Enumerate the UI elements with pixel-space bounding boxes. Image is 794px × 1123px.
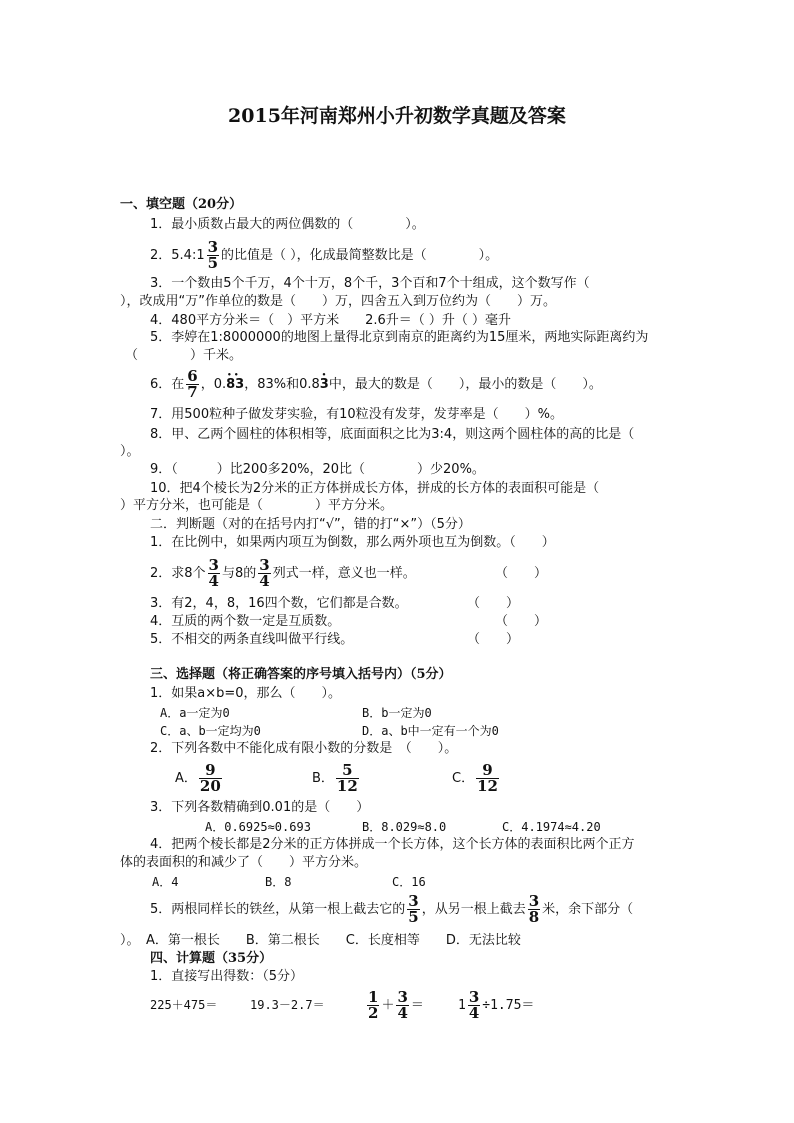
- question-1-2: [150, 240, 498, 271]
- expr-4: [458, 986, 534, 1026]
- q-text: ÷1.75＝: [482, 998, 535, 1013]
- fraction: $\frac{3}{5}$: [207, 238, 219, 272]
- option-3-4-b: B．8: [265, 875, 292, 889]
- q-text: 列式一样，意义也一样。: [272, 566, 416, 581]
- repeating-digits: • • 83: [226, 366, 244, 404]
- q-text: B．: [312, 771, 334, 786]
- question-3-3: 3．下列各数精确到0.01的是（ ）: [150, 800, 370, 815]
- fraction: $\frac{3}{4}$: [208, 556, 219, 590]
- question-1-3b: ），改成用“万”作单位的数是（ ）万，四舍五入到万位约为（ ）万。: [120, 294, 556, 309]
- q-text: ，从另一根上截去: [421, 902, 526, 917]
- fraction: $\frac{6}{7}$: [187, 367, 198, 401]
- question-1-10a: 10．把4个棱长为2分米的正方体拼成长方体，拼成的长方体的表面积可能是（: [150, 481, 600, 496]
- q-text: 与8的: [221, 566, 257, 581]
- question-2-5: 5．不相交的两条直线叫做平行线。: [150, 632, 354, 647]
- option-3-3-a: A．0.6925≈0.693: [205, 820, 311, 834]
- section-calc-heading: 四、计算题（35分）: [150, 951, 273, 966]
- fraction: $\frac{3}{5}$: [408, 892, 419, 926]
- question-1-9: 9．（ ）比200多20%，20比（ ）少20%。: [150, 462, 485, 477]
- q-text: 的比值是（ ），化成最简整数比是（ ）。: [221, 248, 499, 263]
- question-1-10b: ）平方分米，也可能是（ ）平方分米。: [120, 498, 394, 513]
- op: ＋: [381, 998, 395, 1013]
- fraction: $\frac{3}{4}$: [397, 988, 408, 1022]
- q-text: 2．5.4:1: [150, 248, 205, 263]
- question-1-1: 1．最小质数占最大的两位偶数的（ ）。: [150, 217, 425, 232]
- q-text: C．: [452, 771, 475, 786]
- q-text: 中，最大的数是（ ），最小的数是（ ）。: [328, 377, 602, 392]
- answer-paren: （ ）: [467, 632, 520, 647]
- question-4-1: 1．直接写出得数：（5分）: [150, 969, 304, 984]
- question-3-5a: [150, 890, 633, 930]
- question-1-8b: ）。: [120, 444, 140, 459]
- option-3-2-c: [452, 760, 501, 798]
- answer-paren: （ ）: [467, 596, 520, 611]
- repeating-digit: • 3: [320, 366, 329, 404]
- q-text: 米，余下部分（: [542, 902, 634, 917]
- option-3-1-c: C．a、b一定均为0: [160, 724, 261, 738]
- option-3-2-a: [175, 760, 224, 798]
- fraction: $\frac{1}{2}$: [368, 988, 379, 1022]
- option-3-4-a: A．4: [152, 875, 179, 889]
- q-text: 6．在: [150, 377, 185, 392]
- fraction: $\frac{3}{4}$: [468, 988, 480, 1022]
- q-text: A．: [175, 771, 197, 786]
- question-2-1: 1．在比例中，如果两内项互为倒数，那么两外项也互为倒数。（ ）: [150, 535, 555, 550]
- question-2-4: 4．互质的两个数一定是互质数。: [150, 614, 341, 629]
- question-1-5b: （ ）千米。: [125, 348, 243, 363]
- question-2-3: 3．有2，4，8，16四个数，它们都是合数。: [150, 596, 408, 611]
- question-3-4b: 体的表面积的和减少了（ ）平方分米。: [120, 855, 368, 870]
- option-3-1-a: A．a一定为0: [160, 706, 230, 720]
- expr-2: 19.3－2.7＝: [250, 998, 325, 1012]
- q-text: 1: [458, 998, 466, 1013]
- question-1-3a: 3．一个数由5个千万，4个十万，8个千，3个百和7个十组成，这个数写作（: [150, 276, 590, 291]
- op: ＝: [410, 998, 424, 1013]
- answer-paren: （ ）: [495, 566, 548, 581]
- fraction: $\frac{3}{8}$: [528, 892, 540, 926]
- question-1-5a: 5．李婷在1:8000000的地图上量得北京到南京的距离约为15厘米，两地实际距离约为: [150, 330, 649, 345]
- option-3-4-c: C．16: [392, 875, 426, 889]
- section-judge-heading: 二．判断题（对的在括号内打“√”，错的打“×”）（5分）: [150, 517, 471, 532]
- q-text: 2．求8个: [150, 566, 206, 581]
- page-title: 2015年河南郑州小升初数学真题及答案: [228, 105, 566, 127]
- section-fill-blank-heading: 一、填空题（20分）: [120, 197, 243, 212]
- fraction: $\frac{5}{12}$: [336, 761, 358, 795]
- fraction: $\frac{3}{4}$: [259, 556, 270, 590]
- question-2-2: [150, 555, 416, 593]
- q-text: ，0.: [200, 377, 227, 392]
- question-3-2: 2．下列各数中不能化成有限小数的分数是 （ ）。: [150, 741, 458, 756]
- q-text: 5．两根同样长的铁丝，从第一根上截去它的: [150, 902, 406, 917]
- q-text: ，83%和0.8: [244, 377, 320, 392]
- option-3-3-c: C．4.1974≈4.20: [502, 820, 601, 834]
- fraction: $\frac{9}{12}$: [477, 761, 498, 795]
- option-3-1-b: B．b一定为0: [362, 706, 432, 720]
- question-1-6: [150, 366, 602, 404]
- expr-3: [365, 986, 424, 1026]
- question-3-1: 1．如果a×b=0，那么（ ）。: [150, 686, 342, 701]
- question-3-4a: 4．把两个棱长都是2分米的正方体拼成一个长方体，这个长方体的表面积比两个正方: [150, 837, 635, 852]
- question-1-8a: 8．甲、乙两个圆柱的体积相等，底面面积之比为3:4，则这两个圆柱体的高的比是（: [150, 427, 635, 442]
- question-1-4: 4．480平方分米＝（ ）平方米 2.6升＝（ ）升（ ）毫升: [150, 313, 512, 328]
- option-3-3-b: B．8.029≈8.0: [362, 820, 447, 834]
- question-3-5b: ）。 A．第一根长 B．第二根长 C．长度相等 D．无法比较: [120, 933, 521, 948]
- option-3-1-d: D．a、b中一定有一个为0: [362, 724, 499, 738]
- answer-paren: （ ）: [495, 614, 548, 629]
- fraction: $\frac{9}{20}$: [199, 761, 221, 795]
- expr-1: 225＋475＝: [150, 998, 218, 1012]
- question-1-7: 7．用500粒种子做发芽实验，有10粒没有发芽，发芽率是（ ）%。: [150, 407, 563, 422]
- option-3-2-b: [312, 760, 361, 798]
- section-choice-heading: 三、选择题（将正确答案的序号填入括号内）（5分）: [150, 667, 452, 682]
